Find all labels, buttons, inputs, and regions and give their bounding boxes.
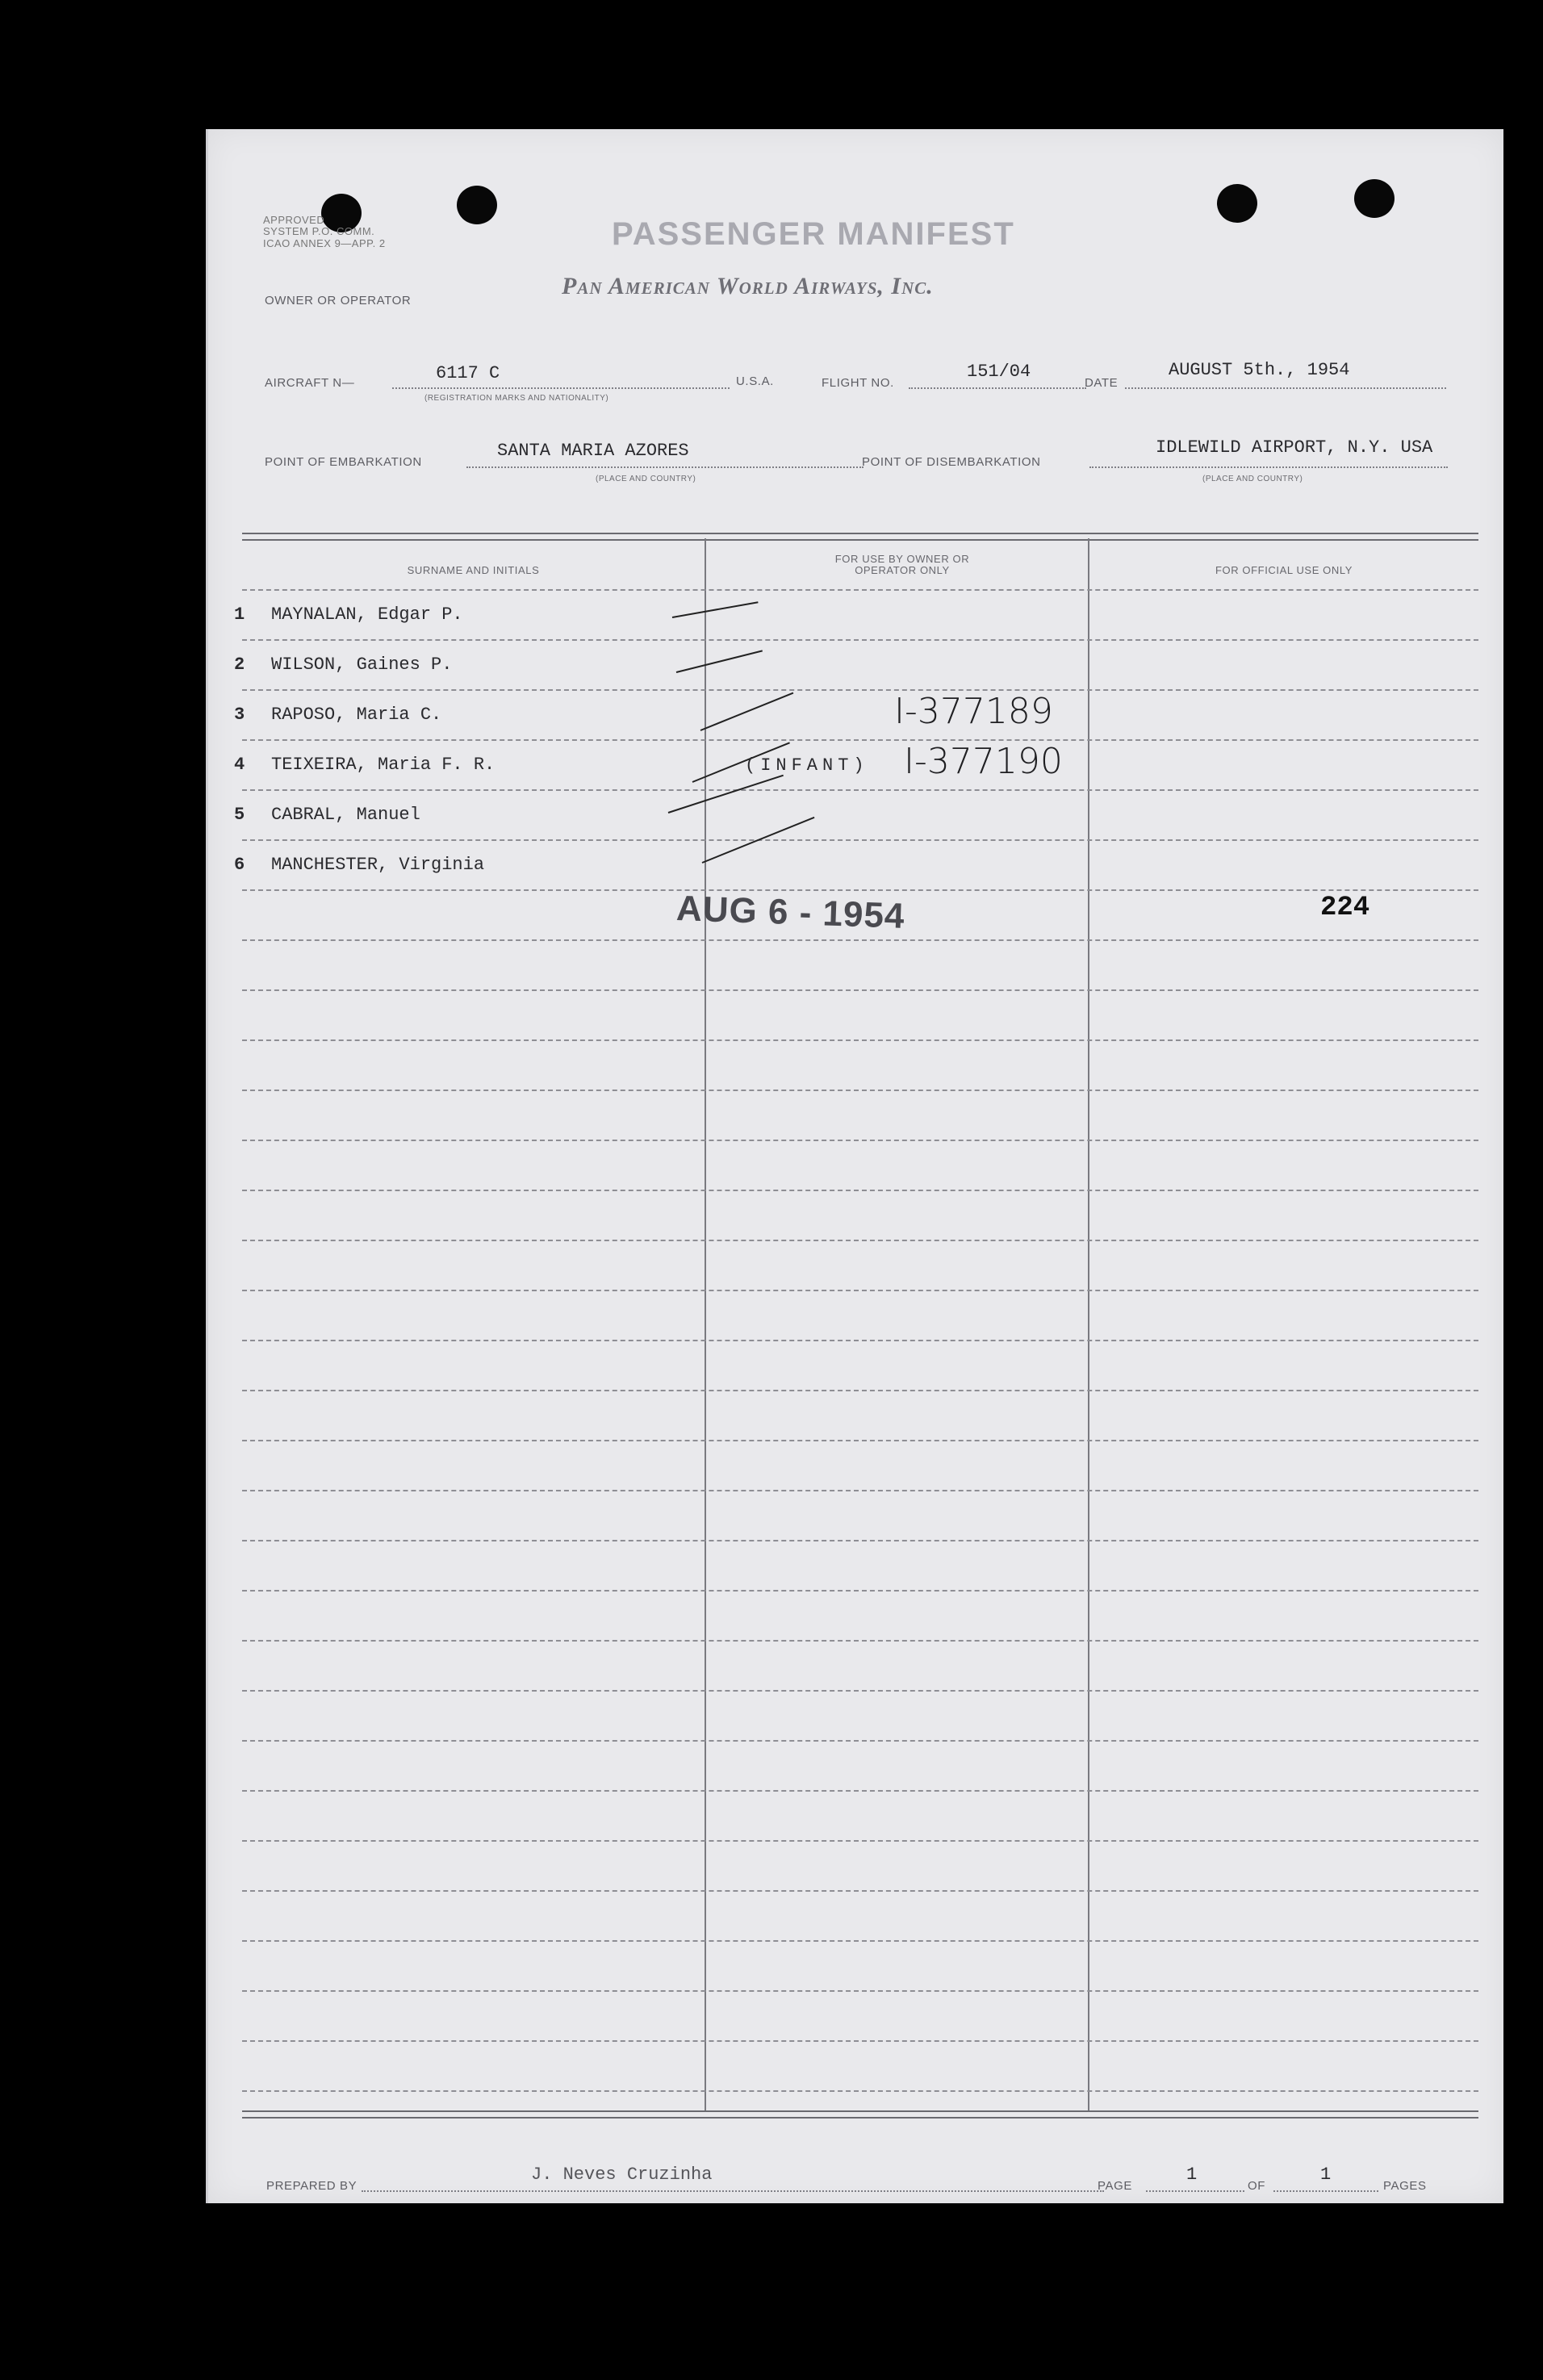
row-number: 4 (234, 755, 245, 775)
date-stamp: AUG 6 - 1954 (675, 889, 906, 936)
table-row-line (242, 639, 1478, 641)
table-row-line (242, 739, 1478, 741)
table-row-line (242, 1390, 1478, 1391)
punch-hole (1354, 179, 1395, 218)
official-number: 224 (1320, 893, 1370, 923)
date-underline (1125, 387, 1446, 389)
table-row-line (242, 1039, 1478, 1041)
table-bottom-rule (242, 2110, 1478, 2119)
infant-note: (INFANT) (745, 755, 869, 776)
flight-underline (909, 387, 1086, 389)
prepared-value: J. Neves Cruzinha (531, 2165, 713, 2185)
flight-label: FLIGHT NO. (822, 376, 894, 390)
aircraft-sublabel: (REGISTRATION MARKS AND NATIONALITY) (424, 394, 609, 403)
table-row-line (242, 589, 1478, 591)
embarkation-sublabel: (PLACE AND COUNTRY) (596, 475, 696, 483)
table-row-line (242, 789, 1478, 791)
dash-mark (672, 601, 759, 618)
aircraft-value: 6117 C (436, 363, 500, 383)
column-header-surname: SURNAME AND INITIALS (407, 564, 540, 576)
table-row-line (242, 1540, 1478, 1541)
disembarkation-sublabel: (PLACE AND COUNTRY) (1202, 475, 1303, 483)
owner-label: OWNER OR OPERATOR (265, 294, 412, 307)
passenger-name: WILSON, Gaines P. (271, 655, 453, 675)
aircraft-label: AIRCRAFT N— (265, 376, 355, 390)
handwritten-id: I-377190 (904, 741, 1063, 782)
table-row-line (242, 1440, 1478, 1441)
table-row-line (242, 1790, 1478, 1792)
embarkation-underline (466, 466, 863, 468)
approval-line: ICAO ANNEX 9—APP. 2 (263, 236, 386, 249)
flight-value: 151/04 (967, 362, 1031, 382)
table-row-line (242, 1840, 1478, 1842)
table-row-line (242, 1940, 1478, 1942)
table-row-line (242, 1140, 1478, 1141)
row-number: 2 (234, 655, 245, 675)
table-row-line (242, 2090, 1478, 2092)
table-row-line (242, 1090, 1478, 1091)
column-header-owner-use: FOR USE BY OWNER OR OPERATOR ONLY (834, 553, 970, 576)
page-value: 1 (1186, 2165, 1198, 2185)
table-row-line (242, 1740, 1478, 1742)
approval-line: APPROVED (263, 214, 325, 226)
punch-hole (457, 186, 497, 224)
column-divider (1088, 538, 1089, 2110)
row-number: 5 (234, 805, 245, 825)
table-row-line (242, 1490, 1478, 1491)
approval-line: SYSTEM P.O. COMM. (263, 225, 375, 238)
row-number: 3 (234, 705, 245, 725)
passenger-name: CABRAL, Manuel (271, 805, 420, 825)
pages-label: PAGES (1383, 2179, 1427, 2193)
dash-mark (668, 775, 784, 814)
table-row-line (242, 1340, 1478, 1341)
prepared-label: PREPARED BY (266, 2179, 358, 2193)
row-number: 6 (234, 855, 245, 875)
row-number: 1 (234, 604, 245, 625)
punch-hole (1217, 184, 1257, 223)
dash-mark (700, 692, 794, 731)
table-row-line (242, 1590, 1478, 1592)
table-row-line (242, 1290, 1478, 1291)
handwritten-id: I-377189 (894, 691, 1053, 732)
table-row-line (242, 839, 1478, 841)
of-underline (1273, 2190, 1378, 2192)
passenger-name: RAPOSO, Maria C. (271, 705, 442, 725)
passenger-name: MAYNALAN, Edgar P. (271, 604, 463, 625)
table-row-line (242, 1640, 1478, 1642)
dash-mark (676, 650, 763, 673)
approval-note (263, 215, 386, 249)
of-value: 1 (1320, 2165, 1332, 2185)
airline-name: Pan American World Airways, Inc. (562, 273, 934, 299)
table-row-line (242, 689, 1478, 691)
embarkation-value: SANTA MARIA AZORES (497, 441, 689, 461)
table-row-line (242, 1240, 1478, 1241)
manifest-title: PASSENGER MANIFEST (612, 216, 1015, 252)
table-row-line (242, 939, 1478, 941)
prepared-underline (362, 2190, 1104, 2192)
disembarkation-label: POINT OF DISEMBARKATION (862, 455, 1041, 469)
table-row-line (242, 1690, 1478, 1692)
of-label: OF (1248, 2179, 1266, 2193)
column-divider (705, 538, 706, 2110)
date-label: DATE (1085, 376, 1119, 390)
aircraft-underline (392, 387, 730, 389)
column-header-official-use: FOR OFFICIAL USE ONLY (1215, 564, 1353, 576)
embarkation-label: POINT OF EMBARKATION (265, 455, 422, 469)
table-row-line (242, 1890, 1478, 1892)
table-top-rule (242, 533, 1478, 541)
page-underline (1146, 2190, 1244, 2192)
table-row-line (242, 1990, 1478, 1992)
passenger-name: MANCHESTER, Virginia (271, 855, 485, 875)
disembarkation-underline (1089, 466, 1448, 468)
disembarkation-value: IDLEWILD AIRPORT, N.Y. USA (1156, 437, 1433, 458)
manifest-sheet (206, 129, 1503, 2203)
date-value: AUGUST 5th., 1954 (1169, 360, 1350, 380)
country-label: U.S.A. (736, 374, 774, 388)
table-row-line (242, 889, 1478, 891)
table-row-line (242, 1190, 1478, 1191)
table-row-line (242, 2040, 1478, 2042)
passenger-name: TEIXEIRA, Maria F. R. (271, 755, 496, 775)
table-row-line (242, 989, 1478, 991)
page-label: PAGE (1098, 2179, 1132, 2193)
